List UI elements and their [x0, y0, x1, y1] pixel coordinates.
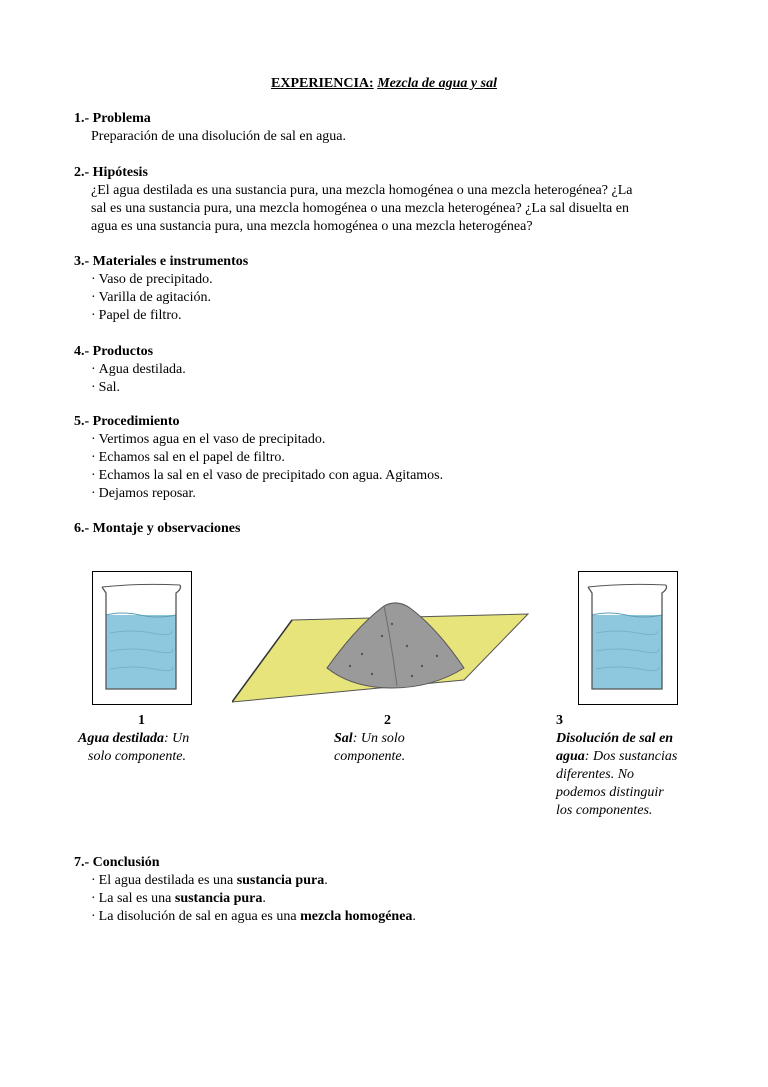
section-productos [74, 343, 186, 397]
caption-term: agua [556, 749, 585, 764]
list-item: · El agua destilada es una sustancia pura. [91, 873, 328, 888]
section-procedimiento [74, 413, 443, 503]
section-heading: 1.- Problema [74, 111, 151, 126]
caption-text: solo componente. [88, 749, 186, 764]
hipotesis-line: agua es una sustancia pura, una mezcla homogénea o una mezcla heterogénea? [91, 219, 533, 234]
figure-number: 3 [556, 713, 563, 728]
salt-filter-paper-figure [232, 556, 532, 706]
list-item: · Agua destilada. [91, 362, 186, 377]
section-conclusion [74, 854, 416, 926]
figure-number: 2 [384, 713, 391, 728]
list-item: · Varilla de agitación. [91, 290, 212, 305]
section-heading: 3.- Materiales e instrumentos [74, 254, 249, 269]
caption-text: : Un [163, 731, 190, 746]
section-heading: 5.- Procedimiento [74, 414, 180, 429]
caption-text: : Dos sustancias [584, 749, 678, 764]
figure-1-caption [78, 712, 218, 766]
hipotesis-line: ¿El agua destilada es una sustancia pura, una mezcla homogénea o una mezcla heterogénea? ¿La [91, 183, 633, 198]
section-montaje [74, 520, 240, 538]
hipotesis-line: sal es una sustancia pura, una mezcla homogénea o una mezcla heterogénea? ¿La sal disuelta en [91, 201, 629, 216]
list-item: · Sal. [91, 380, 121, 395]
list-item: · Echamos la sal en el vaso de precipitado con agua. Agitamos. [91, 468, 444, 483]
list-item: · La disolución de sal en agua es una mezcla homogénea. [91, 909, 416, 924]
section-text: Preparación de una disolución de sal en agua. [91, 129, 347, 144]
page-title [0, 76, 768, 92]
beaker-water-figure [92, 571, 192, 705]
caption-term: Disolución de sal en [556, 731, 674, 746]
section-materiales [74, 253, 248, 325]
caption-text: : Un solo [352, 731, 405, 746]
beaker-solution-figure [578, 571, 678, 705]
caption-text: diferentes. No [556, 767, 635, 782]
list-item: · Vertimos agua en el vaso de precipitado. [91, 432, 326, 447]
section-heading: 2.- Hipótesis [74, 165, 148, 180]
list-item: · Dejamos reposar. [91, 486, 196, 501]
section-heading: 4.- Productos [74, 344, 154, 359]
section-heading: 7.- Conclusión [74, 855, 160, 870]
caption-text: componente. [334, 749, 406, 764]
water-fill [106, 615, 176, 689]
caption-text: los componentes. [556, 803, 653, 818]
caption-term: Sal [334, 731, 353, 746]
title-subject: Mezcla de agua y sal [377, 76, 497, 91]
solution-fill [592, 615, 662, 689]
section-heading: 6.- Montaje y observaciones [74, 521, 241, 536]
caption-text: podemos distinguir [556, 785, 664, 800]
list-item: · Vaso de precipitado. [91, 272, 213, 287]
list-item: · Echamos sal en el papel de filtro. [91, 450, 285, 465]
section-problema [74, 110, 346, 146]
title-prefix: EXPERIENCIA: [271, 76, 374, 91]
figure-2-caption [334, 712, 474, 766]
section-hipotesis [74, 164, 632, 236]
figure-number: 1 [138, 713, 145, 728]
caption-term: Agua destilada [78, 731, 164, 746]
figure-3-caption [556, 712, 756, 820]
list-item: · Papel de filtro. [91, 308, 182, 323]
list-item: · La sal es una sustancia pura. [91, 891, 266, 906]
